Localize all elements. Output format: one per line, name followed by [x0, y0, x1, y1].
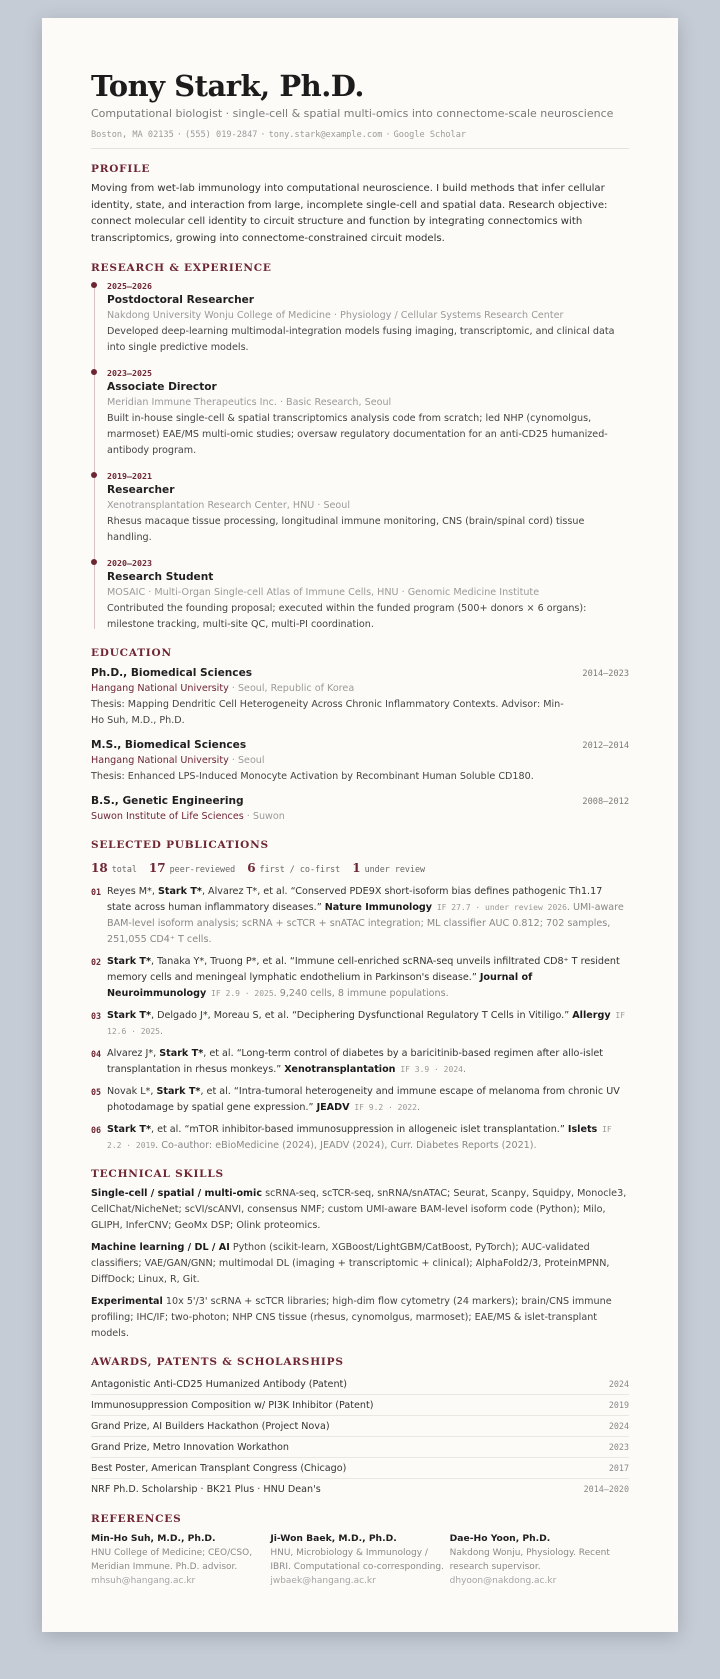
education-degree: Ph.D., Biomedical Sciences	[91, 666, 253, 679]
stat-label: first / co-first	[259, 863, 341, 874]
skill-label: Experimental	[91, 1295, 163, 1307]
reference-desc: Nakdong Wonju, Physiology. Recent research supervisor.	[449, 1547, 610, 1572]
experience-item	[107, 367, 629, 459]
publication-journal: Xenotransplantation	[284, 1063, 396, 1075]
experience-org: MOSAIC · Multi-Organ Single-cell Atlas of Immune Cells, HNU · Genomic Medicine Institute	[107, 586, 540, 598]
award-title: Antagonistic Anti-CD25 Humanized Antibody (Patent)	[91, 1378, 348, 1390]
experience-org: Xenotransplantation Research Center, HNU · Seoul	[107, 499, 351, 511]
publication-impact: IF 12.6 · 2025	[107, 1010, 626, 1036]
publication-number: 01	[91, 886, 102, 897]
stat-label: total	[111, 863, 137, 874]
publication-item	[91, 1046, 629, 1078]
education-school: Suwon Institute of Life Sciences	[91, 810, 244, 822]
publication-title: “Conserved PDE9X short-isoform bias defines pathogenic Th1.17 state across human inflammatory diseases.”	[107, 885, 603, 913]
award-title: Grand Prize, AI Builders Hackathon (Project Nova)	[91, 1420, 330, 1432]
education-thesis: Thesis: Mapping Dendritic Cell Heterogeneity Across Chronic Inflammatory Contexts. Advisor: Min-Ho Suh, M.D., Ph.D.	[91, 698, 564, 726]
stat-label: peer-reviewed	[169, 863, 236, 874]
award-year: 2014–2020	[583, 1483, 629, 1494]
publication-authors-rest: , et al.	[150, 1123, 185, 1135]
experience-role: Postdoctoral Researcher	[107, 293, 255, 306]
reference-card	[450, 1531, 629, 1588]
reference-email[interactable]: dhyoon@nakdong.ac.kr	[449, 1575, 557, 1586]
contact-phone: (555) 019-2847	[184, 130, 258, 140]
section-title-profile: PROFILE	[91, 163, 151, 175]
timeline-dot	[91, 559, 97, 565]
education-years: 2008–2012	[582, 796, 629, 807]
publication-item	[91, 954, 629, 1002]
reference-card	[91, 1531, 270, 1588]
award-row	[91, 1416, 629, 1437]
experience-timeline	[91, 280, 629, 633]
experience-desc: Built in-house single-cell & spatial transcriptomics analysis code from scratch; led NHP (cynomolgus, marmoset) EAE/MS multi-omic studies; oversaw regulatory documentation for an anti-CD25 humanized-antibody program.	[107, 412, 608, 456]
timeline-dot	[91, 369, 97, 375]
award-row	[91, 1458, 629, 1479]
reference-name: Dae-Ho Yoon, Ph.D.	[449, 1532, 551, 1544]
section-title-education: EDUCATION	[91, 646, 172, 659]
experience-item	[107, 557, 629, 633]
experience-org: Meridian Immune Therapeutics Inc. · Basic Research, Seoul	[107, 396, 392, 408]
publication-authors: Alvarez J*,	[107, 1047, 160, 1059]
experience-date: 2023–2025	[107, 367, 152, 378]
experience-desc: Developed deep-learning multimodal-integration models fusing imaging, transcriptomic, and clinical data into single predictive models.	[107, 325, 615, 353]
reference-card	[270, 1531, 449, 1588]
stat-number: 1	[352, 860, 361, 875]
timeline-rail	[94, 284, 95, 629]
skill-text: Python (scikit-learn, XGBoost/LightGBM/CatBoost, PyTorch); AUC-validated classifiers; VAE/GAN/GNN; multimodal DL (imaging + transcriptomic + clinical); AlphaFold2/3, ProteinMPNN, DiffDock; Linux, R, Git.	[91, 1241, 610, 1285]
publication-number: 05	[91, 1086, 102, 1097]
publication-authors-rest: , Alvarez T*, et al.	[201, 885, 291, 897]
publication-journal: Islets	[567, 1123, 598, 1135]
experience-item	[107, 280, 629, 356]
publication-title: “Immune cell-enriched scRNA-seq unveils infiltrated CD8⁺ T resident memory cells and meningeal lymphatic endothelium in Parkinson's disease.”	[107, 955, 620, 983]
reference-name: Min-Ho Suh, M.D., Ph.D.	[91, 1532, 216, 1544]
education-years: 2012–2014	[582, 740, 629, 751]
award-year: 2024	[608, 1378, 629, 1389]
publication-title: “Deciphering Dysfunctional Regulatory T Cells in Vitiligo.”	[292, 1009, 573, 1021]
award-row	[91, 1374, 629, 1395]
resume-page	[42, 18, 678, 1632]
publication-authors-rest: , et al.	[200, 1085, 234, 1097]
experience-item	[107, 470, 629, 546]
publication-note: . 9,240 cells, 8 immune populations.	[273, 987, 449, 999]
publication-title: “Long-term control of diabetes by a baricitinib-based regimen after allo-islet transplantation in rhesus monkeys.”	[107, 1047, 604, 1075]
publication-authors-rest: , Delgado J*, Moreau S, et al.	[150, 1009, 293, 1021]
publication-journal: Allergy	[572, 1009, 611, 1021]
reference-name: Ji-Won Baek, M.D., Ph.D.	[270, 1532, 397, 1544]
publication-title: “Intra-tumoral heterogeneity and immune escape of melanoma from chronic UV photodamage by spatial gene expression.”	[107, 1085, 620, 1113]
award-year: 2019	[608, 1399, 629, 1410]
publication-authors-rest: , Tanaka Y*, Truong P*, et al.	[150, 955, 290, 967]
stat-number: 17	[148, 860, 166, 875]
publication-item	[91, 1122, 629, 1154]
education-degree: M.S., Biomedical Sciences	[91, 738, 247, 751]
publication-authors: Novak L*,	[107, 1085, 157, 1097]
reference-email[interactable]: mhsuh@hangang.ac.kr	[91, 1575, 196, 1586]
skill-group	[91, 1186, 629, 1234]
awards-list	[91, 1374, 629, 1499]
publication-impact: IF 27.7 · under review 2026	[432, 902, 567, 912]
publication-author-self: Stark T*	[156, 1085, 201, 1097]
education-years: 2014–2023	[582, 668, 629, 679]
reference-email[interactable]: jwbaek@hangang.ac.kr	[270, 1575, 376, 1586]
reference-desc: HNU College of Medicine; CEO/CSO, Meridian Immune. Ph.D. advisor.	[91, 1547, 253, 1572]
reference-desc: HNU, Microbiology & Immunology / IBRI. Computational co-corresponding.	[270, 1547, 444, 1572]
experience-org: Nakdong University Wonju College of Medicine · Physiology / Cellular Systems Research Center	[107, 309, 564, 321]
publication-note: . UMI-aware BAM-level isoform analysis; scRNA + scTCR + snATAC integration; ML classifier AUC 0.812; 702 samples, 251,055 CD4⁺ T cells.	[107, 901, 624, 945]
resume-tagline: Computational biologist · single-cell & spatial multi-omics into connectome-scale neuroscience	[91, 107, 614, 120]
timeline-dot	[91, 282, 97, 288]
education-degree: B.S., Genetic Engineering	[91, 794, 244, 807]
award-row	[91, 1479, 629, 1499]
publication-number: 04	[91, 1048, 102, 1059]
stat-number: 6	[247, 860, 256, 875]
skill-text: scRNA-seq, scTCR-seq, snRNA/snATAC; Seurat, Scanpy, Squidpy, Monocle3, CellChat/NicheNet; scVI/scANVI, consensus NMF; custom UMI-aware BAM-level isoform code (Python); Milo, GLIPH, InferCNV; GeoMx DSP; Olink proteomics.	[91, 1187, 627, 1231]
timeline-dot	[91, 472, 97, 478]
publication-title: “mTOR inhibitor-based immunosuppression in allogeneic islet transplantation.”	[184, 1123, 568, 1135]
education-thesis: Thesis: Enhanced LPS-Induced Monocyte Activation by Recombinant Human Soluble CD180.	[91, 770, 534, 782]
section-title-experience: RESEARCH & EXPERIENCE	[91, 261, 272, 274]
education-location: · Seoul, Republic of Korea	[228, 682, 355, 694]
section-title-publications: SELECTED PUBLICATIONS	[91, 838, 269, 851]
award-row	[91, 1437, 629, 1458]
experience-role: Research Student	[107, 570, 214, 583]
experience-date: 2019–2021	[107, 470, 152, 481]
publication-item	[91, 1008, 629, 1040]
publication-author-self: Stark T*	[159, 1047, 204, 1059]
experience-desc: Rhesus macaque tissue processing, longitudinal immune monitoring, CNS (brain/spinal cord) tissue handling.	[107, 515, 585, 543]
experience-role: Researcher	[107, 483, 175, 496]
experience-date: 2025–2026	[107, 280, 152, 291]
experience-date: 2020–2023	[107, 557, 152, 568]
skill-label: Machine learning / DL / AI	[91, 1241, 230, 1253]
skill-text: 10x 5'/3' scRNA + scTCR libraries; high-dim flow cytometry (24 markers); brain/CNS immune profiling; IHC/IF; two-photon; NHP CNS tissue (rhesus, cynomolgus, marmoset); EAE/MS & islet-transplant models.	[91, 1295, 612, 1339]
award-row	[91, 1395, 629, 1416]
education-location: · Suwon	[243, 810, 285, 822]
publication-item	[91, 1084, 629, 1116]
publication-authors: Reyes M*,	[107, 885, 158, 897]
award-title: Grand Prize, Metro Innovation Workathon	[91, 1441, 289, 1453]
award-title: NRF Ph.D. Scholarship · BK21 Plus · HNU Dean's	[91, 1483, 321, 1495]
publication-note: .	[159, 1025, 164, 1037]
publication-impact: IF 2.2 · 2019	[107, 1124, 612, 1150]
publication-journal: Journal of Neuroimmunology	[107, 971, 533, 999]
skill-group	[91, 1240, 629, 1288]
education-location: · Seoul	[228, 754, 265, 766]
education-school: Hangang National University	[91, 754, 229, 766]
contact-location: Boston, MA 02135	[91, 130, 174, 140]
award-title: Best Poster, American Transplant Congress (Chicago)	[91, 1462, 347, 1474]
section-title-awards: AWARDS, PATENTS & SCHOLARSHIPS	[91, 1355, 344, 1368]
publication-authors-rest: , et al.	[203, 1047, 237, 1059]
section-title-skills: TECHNICAL SKILLS	[91, 1167, 224, 1180]
contact-line: Boston, MA 02135 · (555) 019-2847 · tony.stark@example.com · Google Scholar	[91, 130, 629, 149]
stat-number: 18	[91, 860, 108, 875]
publication-author-self: Stark T*	[107, 1123, 151, 1135]
publication-number: 03	[91, 1010, 102, 1021]
education-item	[91, 665, 629, 729]
publication-journal: JEADV	[316, 1101, 350, 1113]
publication-journal: Nature Immunology	[324, 901, 433, 913]
award-title: Immunosuppression Composition w/ PI3K Inhibitor (Patent)	[91, 1399, 374, 1411]
skill-label: Single-cell / spatial / multi-omic	[91, 1187, 263, 1199]
profile-text: Moving from wet-lab immunology into computational neuroscience. I build methods that infer cellular identity, state, and interaction from large, incomplete single-cell and spatial data. Research objective: connect molecular cell identity to circuit structure and function by integrating connectomics with transcriptomics, growing into connectome-constrained circuit models.	[91, 183, 608, 245]
publication-stats	[91, 857, 629, 876]
award-year: 2017	[608, 1462, 629, 1473]
publication-note: .	[462, 1063, 467, 1075]
publication-note: .	[416, 1101, 420, 1113]
publication-number: 06	[91, 1124, 102, 1135]
award-year: 2023	[608, 1441, 629, 1452]
contact-email[interactable]: tony.stark@example.com	[268, 130, 383, 140]
education-item	[91, 793, 629, 825]
education-school: Hangang National University	[91, 682, 229, 694]
resume-name: Tony Stark, Ph.D.	[91, 69, 365, 103]
contact-scholar-link[interactable]: Google Scholar	[393, 130, 467, 140]
skill-group	[91, 1294, 629, 1342]
publication-impact: IF 2.9 · 2025	[206, 988, 274, 998]
publication-note: . Co-author: eBioMedicine (2024), JEADV (2024), Curr. Diabetes Reports (2021).	[155, 1139, 537, 1151]
experience-role: Associate Director	[107, 380, 217, 393]
publication-author-self: Stark T*	[107, 1009, 151, 1021]
publication-item	[91, 884, 629, 948]
award-year: 2024	[608, 1420, 629, 1431]
publication-impact: IF 9.2 · 2022	[349, 1102, 417, 1112]
stat-label: under review	[364, 863, 426, 874]
education-item	[91, 737, 629, 785]
publication-impact: IF 3.9 · 2024	[395, 1064, 463, 1074]
publication-number: 02	[91, 956, 102, 967]
publication-author-self: Stark T*	[157, 885, 202, 897]
experience-desc: Contributed the founding proposal; executed within the funded program (500+ donors × 6 organs): milestone tracking, multi-site QC, multi-PI coordination.	[107, 602, 587, 630]
section-title-references: REFERENCES	[91, 1512, 182, 1525]
references-list	[91, 1531, 629, 1588]
publication-author-self: Stark T*	[107, 955, 151, 967]
